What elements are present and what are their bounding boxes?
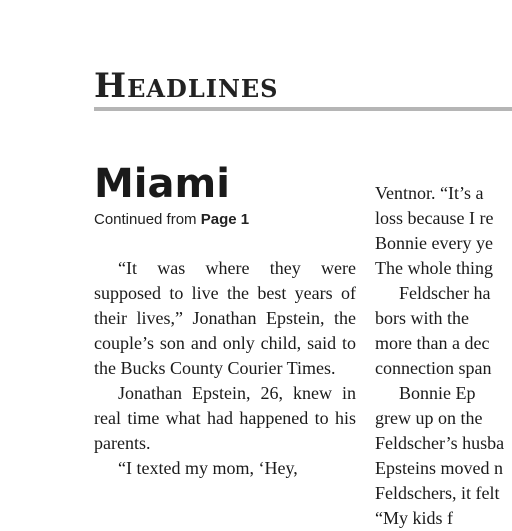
article-paragraph: “It was where they were supposed to live the best years of their lives,” Jonathan Epstein, the couple’s son and only child, said to the Bucks County Courier Times.	[94, 258, 356, 378]
section-title: Headlines	[94, 66, 279, 106]
right-column-line: more than a dec	[375, 333, 490, 353]
right-column-line: The whole thing	[375, 258, 493, 278]
section-divider	[94, 107, 512, 111]
right-column-line: Epsteins moved n	[375, 458, 503, 478]
continued-page-link: Page 1	[200, 211, 250, 228]
article-left-column	[94, 158, 356, 481]
article-right-column	[375, 181, 512, 531]
right-column-line: Feldscher’s husba	[375, 433, 505, 453]
right-column-line: Bonnie every ye	[375, 233, 493, 253]
right-column-line: Bonnie Ep	[399, 383, 476, 403]
article-headline: Miami	[94, 161, 230, 207]
article-paragraph: Jonathan Epstein, 26, knew in real time what had happened to his parents.	[94, 383, 356, 453]
right-column-line: Feldscher ha	[399, 283, 491, 303]
right-column-line: loss because I re	[375, 208, 494, 228]
right-column-line: “My kids f	[375, 508, 453, 528]
right-column-line: connection span	[375, 358, 492, 378]
article-paragraph: “I texted my mom, ‘Hey,	[118, 458, 298, 478]
right-column-line: bors with the	[375, 308, 469, 328]
right-column-line: Feldschers, it felt	[375, 483, 500, 503]
continued-prefix: Continued from	[94, 211, 201, 228]
continued-from-line	[94, 210, 356, 230]
right-column-line: grew up on the	[375, 408, 483, 428]
article-body	[94, 256, 356, 481]
right-column-line: Ventnor. “It’s a	[375, 183, 484, 203]
